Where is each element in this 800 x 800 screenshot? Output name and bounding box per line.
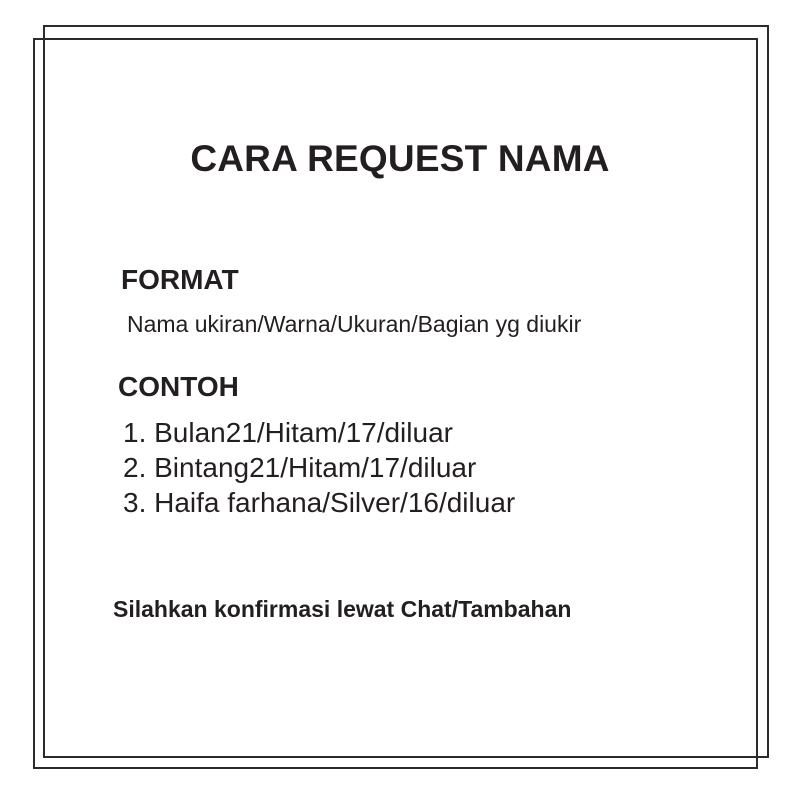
example-item-1: 1. Bulan21/Hitam/17/diluar [123, 417, 453, 448]
contoh-heading: CONTOH [118, 371, 239, 402]
example-item-2: 2. Bintang21/Hitam/17/diluar [123, 452, 477, 483]
example-item-3: 3. Haifa farhana/Silver/16/diluar [123, 487, 516, 518]
footer-note: Silahkan konfirmasi lewat Chat/Tambahan [113, 596, 572, 622]
page-title: CARA REQUEST NAMA [190, 138, 610, 179]
format-description: Nama ukiran/Warna/Ukuran/Bagian yg diukir [127, 311, 582, 337]
format-heading: FORMAT [121, 264, 239, 295]
example-list [123, 415, 515, 520]
